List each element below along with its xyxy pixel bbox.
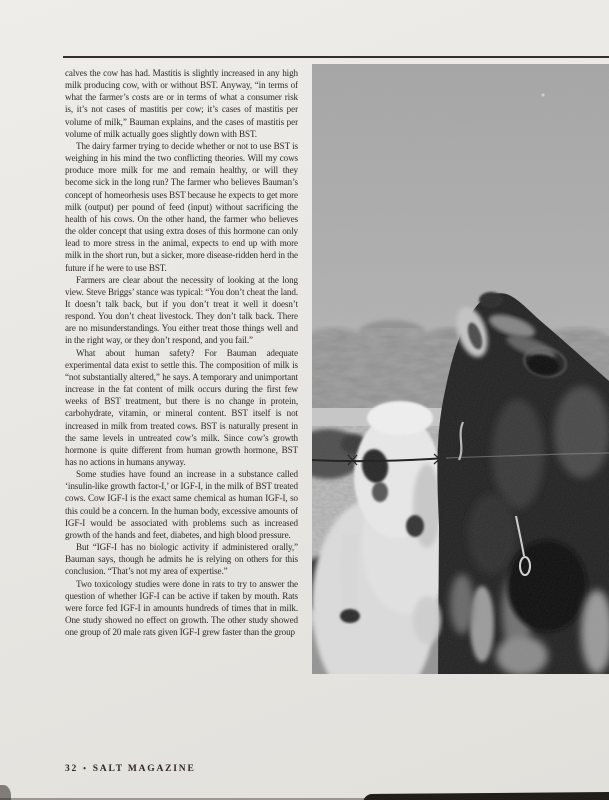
page-edge-shadow-corner xyxy=(0,785,11,800)
article-paragraph: The dairy farmer trying to decide whether or not to use BST is weighing in his mind the two conflicting theories. Will my cows produce more milk for me and remain healthy, or will they become sick in the long run? The farmer who believes Bauman’s concept of homeorhesis uses BST because he expects to get more milk (output) per pound of feed (input) without sacrificing the health of his cows. On the other hand, the farmer who believes the older concept that using extra doses of this hormone can only lead to more stress in the animal, expects to end up with more milk in the short run, but a sicker, more disease-ridden herd in the future if he were to use BST. xyxy=(65,140,298,273)
top-rule xyxy=(63,56,609,58)
magazine-name: SALT MAGAZINE xyxy=(92,764,196,774)
footer-separator-icon: • xyxy=(83,764,88,773)
page-number: 32 xyxy=(65,764,79,774)
article-paragraph: Two toxicology studies were done in rats to try to answer the question of whether IGF-I can be active if taken by mouth. Rats were force fed IGF-I in amounts hundreds of times that in milk. One study showed no effect on growth. The other study showed one group of 20 male rats given IGF-I grew faster than the group xyxy=(65,578,298,638)
page-footer xyxy=(65,764,196,774)
article-paragraph: Farmers are clear about the necessity of looking at the long view. Steve Briggs’ stance was typical: “You don’t cheat the land. It doesn’t talk back, but if you don’t treat it well it doesn’t respond. You don’t cheat livestock. They don’t talk back. There are no misunderstandings. You either treat those things well and in the right way, or they don’t respond, and you fail.” xyxy=(65,274,298,346)
photo-grain xyxy=(312,64,609,674)
article-paragraph: Some studies have found an increase in a substance called ‘insulin-like growth factor-I,’ or IGF-I, in the milk of BST treated cows. Cow IGF-I is the exact same chemical as human IGF-I, so this could be a concern. In the human body, excessive amounts of IGF-I would be associated with problems such as increased growth of the hands and feet, diabetes, and high blood pressure. xyxy=(65,469,298,540)
cow-photo-image xyxy=(312,64,609,674)
article-paragraph: calves the cow has had. Mastitis is slightly increased in any high milk producing cow, with or without BST. Anyway, “in terms of what the farmer’s costs are or in terms of what a consumer risk is, it’s not cases of mastitis per cow; it’s cases of mastitis per volume of milk,” Bauman explains, and the cases of mastitis per volume of milk actually goes slightly down with BST. xyxy=(65,68,298,139)
cow-photo xyxy=(312,64,609,674)
page-edge-shadow-right xyxy=(363,792,609,800)
article-text-column xyxy=(65,67,298,759)
article-paragraph: But “IGF-I has no biologic activity if administered orally,” Bauman says, though he admits he is relying on others for this conclusion. “That’s not my area of expertise.” xyxy=(65,542,298,577)
article-paragraph: What about human safety? For Bauman adequate experimental data exist to settle this. The composition of milk is “not substantially altered,” he says. A temporary and unimportant increase in the fat content of milk occurs during the first few weeks of BST treatment, but there is no change in protein, carbohydrate, vitamin, or mineral content. BST itself is not increased in milk from treated cows. BST is naturally present in the same levels in untreated cow’s milk. Since cow’s growth hormone is quite different from human growth hormone, BST has no actions in humans anyway. xyxy=(65,347,298,467)
